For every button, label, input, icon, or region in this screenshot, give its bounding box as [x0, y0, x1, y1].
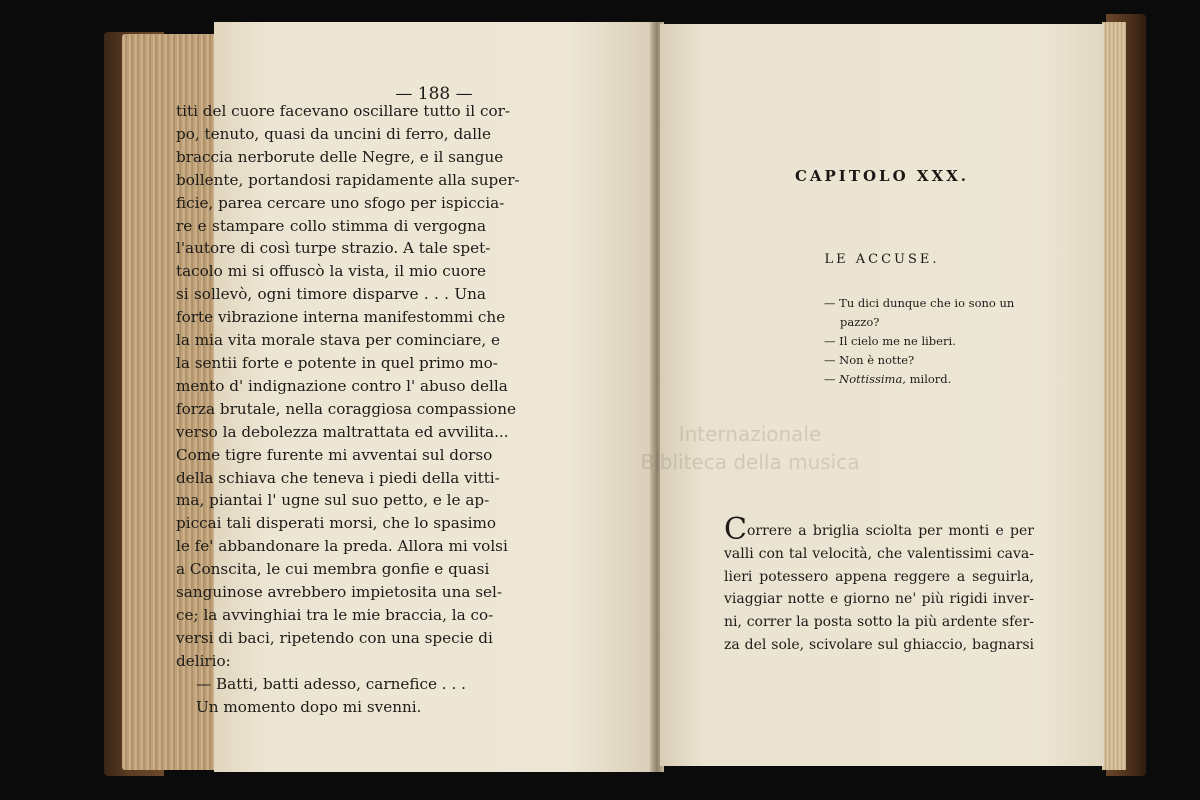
text-line: Come tigre furente mi avventai sul dorso: [176, 445, 493, 464]
text-line: forte vibrazione interna manifestommi che: [176, 308, 506, 327]
dialogue-rest: milord.: [905, 372, 952, 386]
text-line: la mia vita morale stava per cominciare, e: [176, 331, 501, 350]
text-line: ma, piantai l' ugne sul suo petto, e le ap-: [176, 491, 490, 510]
drop-cap: C: [724, 512, 747, 547]
text-line: — Batti, batti adesso, carnefice . . .: [196, 674, 466, 693]
right-page-text: [724, 512, 1034, 657]
dialogue-line: pazzo?: [840, 315, 880, 329]
dialogue-dash: —: [824, 372, 840, 386]
text-line: lieri potessero appena reggere a seguirla,: [724, 568, 1034, 585]
chapter-subtitle: LE ACCUSE.: [824, 252, 940, 267]
text-line: forza brutale, nella coraggiosa compassione: [176, 399, 516, 418]
text-line: za del sole, scivolare sul ghiaccio, bagnarsi: [724, 636, 1034, 653]
text-line: verso la debolezza maltrattata ed avvilita...: [176, 422, 509, 441]
text-line: le fe' abbandonare la preda. Allora mi volsi: [176, 537, 508, 556]
page-number: — 188 —: [395, 84, 473, 104]
epigraph-dialogue: [824, 294, 1044, 389]
text-line: mento d' indignazione contro l' abuso della: [176, 376, 508, 395]
text-line: Un momento dopo mi svenni.: [196, 697, 422, 716]
text-line: tacolo mi si offuscò la vista, il mio cuore: [176, 262, 486, 281]
text-line: a Conscita, le cui membra gonfie e quasi: [176, 560, 490, 579]
text-line: ni, correr la posta sotto la più ardente sfer-: [724, 614, 1034, 631]
library-watermark: Internazionale Bibliteca della musica: [640, 422, 860, 474]
text-line: ficie, parea cercare uno sfogo per ispicciа-: [176, 193, 505, 212]
text-line: la sentii forte e potente in quel primo mo-: [176, 353, 498, 372]
chapter-title: CAPITOLO XXX.: [794, 167, 970, 185]
text-line: [724, 512, 1034, 547]
text-line: po, tenuto, quasi da uncini di ferro, dalle: [176, 124, 491, 143]
text-line: l'autore di così turpe strazio. A tale spet-: [176, 239, 491, 258]
text-line: braccia nerborute delle Negre, e il sangue: [176, 147, 504, 166]
text-line: bollente, portandosi rapidamente alla super-: [176, 170, 520, 189]
dialogue-line: — Non è notte?: [824, 353, 915, 367]
left-page-text: [176, 100, 520, 718]
dialogue-line: — Il cielo me ne liberi.: [824, 334, 956, 348]
text-line: piccai tali disperati morsi, che lo spasimo: [176, 514, 497, 533]
dialogue-italic: Nottissima,: [839, 372, 906, 386]
right-page-edges: [1102, 22, 1126, 770]
text-line: ce; la avvinghiai tra le mie braccia, la co-: [176, 605, 494, 624]
text-line: delirio:: [176, 651, 231, 670]
text-line: titi del cuore facevano oscillare tutto il cor-: [176, 102, 510, 120]
text-line: valli con tal velocità, che valentissimi cava-: [724, 545, 1034, 562]
dialogue-line: — Tu dici dunque che io sono un: [824, 296, 1015, 310]
text-line: versi di baci, ripetendo con una specie di: [176, 628, 493, 647]
text-line: si sollevò, ogni timore disparve . . . Una: [176, 285, 486, 304]
text-line: re e stampare collo stimma di vergogna: [176, 216, 486, 235]
dialogue-line: [824, 370, 1044, 389]
text-line: sanguinose avrebbero impietosita una sel-: [176, 583, 502, 602]
text-line: della schiava che teneva i piedi della vitti-: [176, 468, 500, 487]
first-line-rest: orrere a briglia sciolta per monti e per: [746, 523, 1034, 539]
text-line: viaggiar notte e giorno ne' più rigidi inver-: [724, 591, 1034, 608]
